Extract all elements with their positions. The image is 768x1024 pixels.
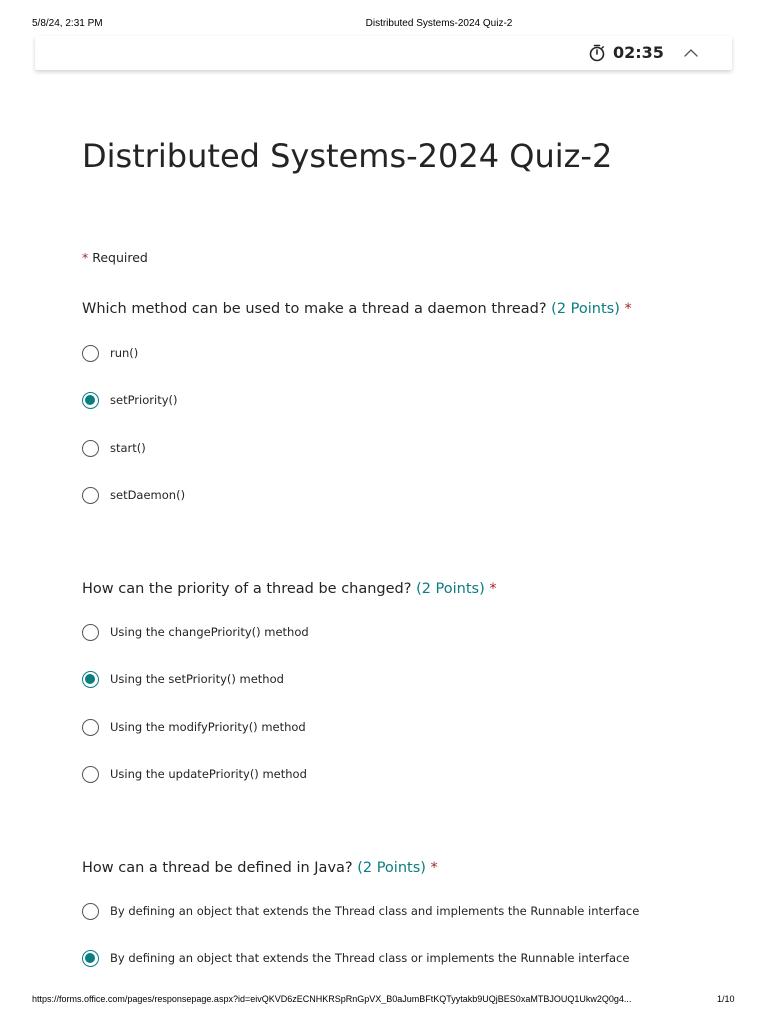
option-label: Using the modifyPriority() method (110, 720, 306, 734)
radio-button[interactable] (82, 440, 99, 457)
option-label: Using the updatePriority() method (110, 767, 307, 781)
radio-button[interactable] (82, 624, 99, 641)
question-points: (2 Points) (357, 860, 426, 876)
question-text (82, 301, 732, 317)
option-label: Using the setPriority() method (110, 672, 284, 686)
option-label: By defining an object that extends the Thread class or implements the Runnable interface (110, 951, 630, 965)
print-page-number: 1/10 (717, 994, 735, 1004)
print-url: https://forms.office.com/pages/responsepage.aspx?id=eivQKVD6zECNHKRSpRnGpVX_B0aJumBFtKQTyytakb9UQjBES0xaMTBJOUQ1Ukw2Q0g4... (32, 994, 632, 1004)
option-modifypriority[interactable] (82, 716, 306, 738)
print-datetime: 5/8/24, 2:31 PM (32, 18, 103, 29)
question-text (82, 581, 732, 597)
option-run[interactable] (82, 342, 138, 364)
required-star: * (624, 301, 632, 317)
question-3 (82, 860, 732, 965)
required-star: * (430, 860, 438, 876)
required-star: * (82, 250, 89, 265)
question-title: Which method can be used to make a thread a daemon thread? (82, 301, 547, 317)
option-setpriority-method[interactable] (82, 668, 284, 690)
radio-button-selected[interactable] (82, 392, 99, 409)
question-title: How can the priority of a thread be changed? (82, 581, 412, 597)
option-label: start() (110, 441, 146, 455)
question-1 (82, 301, 732, 502)
required-star: * (489, 581, 497, 597)
option-start[interactable] (82, 437, 146, 459)
radio-button[interactable] (82, 766, 99, 783)
required-note (82, 250, 148, 265)
question-points: (2 Points) (551, 301, 620, 317)
radio-button-selected[interactable] (82, 950, 99, 967)
question-title: How can a thread be defined in Java? (82, 860, 353, 876)
option-setpriority[interactable] (82, 389, 177, 411)
print-footer (0, 994, 768, 1008)
print-header (0, 18, 768, 32)
option-label: setDaemon() (110, 488, 186, 502)
option-setdaemon[interactable] (82, 484, 185, 506)
option-extends-and-implements[interactable] (82, 900, 639, 922)
option-updatepriority[interactable] (82, 763, 307, 785)
option-label: By defining an object that extends the Thread class and implements the Runnable interface (110, 904, 640, 918)
radio-button[interactable] (82, 487, 99, 504)
option-extends-or-implements[interactable] (82, 947, 629, 969)
chevron-up-icon[interactable] (683, 45, 699, 61)
question-points: (2 Points) (416, 581, 485, 597)
radio-button[interactable] (82, 903, 99, 920)
radio-button[interactable] (82, 719, 99, 736)
timer-bar (35, 36, 732, 70)
option-label: run() (110, 346, 139, 360)
radio-button[interactable] (82, 345, 99, 362)
stopwatch-icon (588, 44, 606, 62)
form-title: Distributed Systems-2024 Quiz-2 (82, 137, 613, 175)
timer-value: 02:35 (613, 43, 664, 62)
question-2 (82, 581, 732, 781)
question-text (82, 860, 732, 876)
option-label: setPriority() (110, 393, 178, 407)
print-doc-title: Distributed Systems-2024 Quiz-2 (365, 18, 513, 29)
option-changepriority[interactable] (82, 621, 309, 643)
option-label: Using the changePriority() method (110, 625, 309, 639)
radio-button-selected[interactable] (82, 671, 99, 688)
required-label: Required (92, 250, 148, 265)
